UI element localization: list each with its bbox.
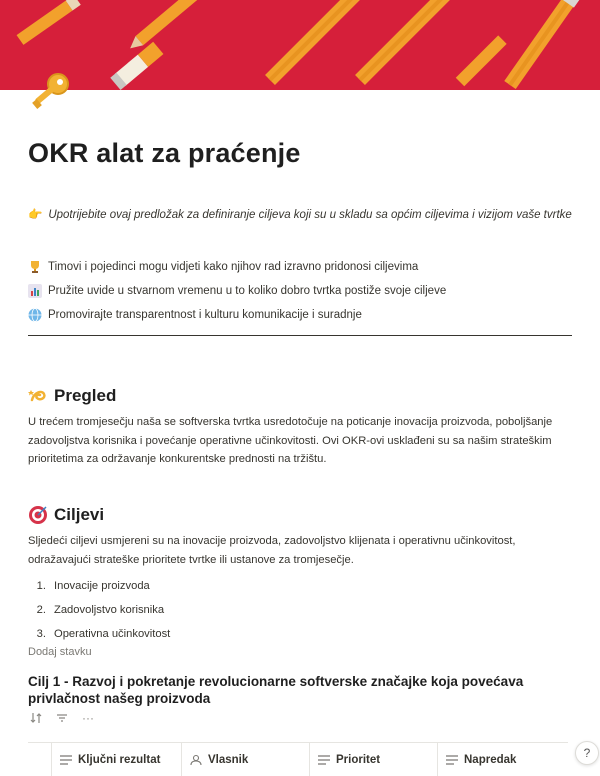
- table-header: [28, 742, 568, 776]
- database-toolbar: [30, 712, 94, 724]
- pencils-illustration: [0, 0, 600, 90]
- list-item: [28, 574, 170, 598]
- target-icon: [28, 505, 48, 525]
- list-number: 1.: [36, 580, 46, 592]
- column-header[interactable]: [310, 743, 438, 776]
- text-lines-icon: [318, 755, 330, 765]
- pregled-text: U trećem tromjesečju naša se softverska tvrtka usredotočuje na poticanje inovacija proizvoda, poboljšanje zadovoljstva korisnika i povećanje operativne učinkovitosti. Ovi OKR-ovi usklađeni su sa našim strateškim prioritetima za održavanje konkurentske prednosti na tržištu.: [28, 416, 553, 465]
- list-item: [28, 279, 446, 303]
- column-header[interactable]: [182, 743, 310, 776]
- section-heading-pregled: [28, 386, 116, 406]
- ciljevi-text: Sljedeći ciljevi usmjereni su na inovacije proizvoda, zadovoljstvo klijenata i operativnu učinkovitost, odražavajući strateške prioritete tvrtke ili ustanove za tromjesečje.: [28, 535, 516, 566]
- list-item: [28, 255, 446, 279]
- list-item-text: Timovi i pojedinci mogu vidjeti kako njihov rad izravno pridonosi ciljevima: [48, 261, 419, 273]
- dizzy-icon: [28, 386, 48, 406]
- goal-title: Cilj 1 - Razvoj i pokretanje revolucionarne softverske značajke koja povećava privlačnost našeg proizvoda: [28, 674, 524, 706]
- sort-icon[interactable]: [30, 712, 42, 724]
- section-heading-text: Pregled: [54, 386, 117, 405]
- text-lines-icon: [446, 755, 458, 765]
- callout: [28, 207, 572, 221]
- help-button[interactable]: ?: [575, 741, 599, 765]
- list-item-text: Inovacije proizvoda: [54, 580, 150, 592]
- cover-image: [0, 0, 600, 90]
- intro-list: [28, 255, 446, 327]
- list-number: 2.: [36, 604, 46, 616]
- divider: [28, 335, 572, 336]
- goals-list: [28, 574, 170, 646]
- list-item-text: Promovirajte transparentnost i kulturu komunikacije i suradnje: [48, 309, 362, 321]
- column-label: Prioritet: [336, 754, 381, 766]
- pointing-hand-icon: 👉: [28, 209, 43, 221]
- text-lines-icon: [60, 755, 72, 765]
- person-icon: [190, 754, 202, 766]
- column-label: Napredak: [464, 754, 517, 766]
- section-heading-text: Ciljevi: [54, 505, 105, 524]
- list-number: 3.: [36, 628, 46, 640]
- list-item-text: Zadovoljstvo korisnika: [54, 604, 165, 616]
- section-heading-ciljevi: [28, 505, 104, 525]
- list-item: [28, 598, 170, 622]
- bar-chart-icon: [28, 284, 42, 298]
- list-item-text: Operativna učinkovitost: [54, 628, 171, 640]
- globe-icon: [28, 308, 42, 322]
- list-item: [28, 622, 170, 646]
- column-label: Vlasnik: [208, 754, 249, 766]
- trophy-icon: [28, 260, 42, 274]
- list-item-text: Pružite uvide u stvarnom vremenu u to koliko dobro tvrtka postiže svoje ciljeve: [48, 285, 447, 297]
- page-title: OKR alat za praćenje: [28, 138, 301, 168]
- more-icon[interactable]: ···: [82, 711, 94, 725]
- key-icon[interactable]: [28, 70, 72, 114]
- column-label: Ključni rezultat: [78, 754, 161, 766]
- filter-icon[interactable]: [56, 712, 68, 724]
- row-handle-column: [28, 743, 52, 776]
- list-item: [28, 303, 446, 327]
- column-header[interactable]: [52, 743, 182, 776]
- callout-text: Upotrijebite ovaj predložak za definiranje ciljeva koji su u skladu sa općim ciljevima i vizijom vaše tvrtke: [48, 209, 572, 221]
- column-header[interactable]: [438, 743, 568, 776]
- add-item-button[interactable]: Dodaj stavku: [28, 646, 92, 658]
